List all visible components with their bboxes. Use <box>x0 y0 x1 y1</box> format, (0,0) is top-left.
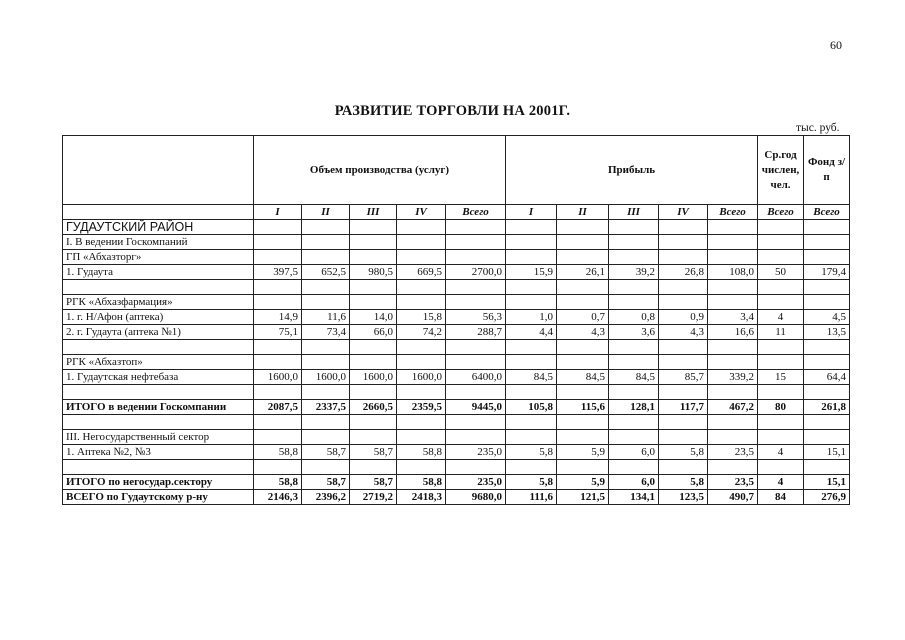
value-cell <box>397 415 446 430</box>
value-cell <box>397 430 446 445</box>
value-cell: 0,8 <box>609 310 659 325</box>
value-cell: 9445,0 <box>446 400 506 415</box>
value-cell: 105,8 <box>506 400 557 415</box>
value-cell <box>557 415 609 430</box>
value-cell <box>302 355 350 370</box>
value-cell <box>397 295 446 310</box>
header-row-groups <box>63 136 850 205</box>
value-cell <box>350 280 397 295</box>
value-cell: 84 <box>758 490 804 505</box>
total-row <box>63 475 850 490</box>
value-cell <box>506 415 557 430</box>
value-cell: 15,8 <box>397 310 446 325</box>
value-cell: 23,5 <box>708 475 758 490</box>
total-row <box>63 490 850 505</box>
header-volume: Объем производства (услуг) <box>254 136 506 205</box>
value-cell: 0,9 <box>659 310 708 325</box>
value-cell: 5,8 <box>506 475 557 490</box>
value-cell <box>350 295 397 310</box>
volume-q2-header: II <box>302 205 350 220</box>
row-label <box>63 415 254 430</box>
value-cell <box>758 460 804 475</box>
table-row <box>63 220 850 235</box>
value-cell: 397,5 <box>254 265 302 280</box>
value-cell <box>350 250 397 265</box>
value-cell <box>302 235 350 250</box>
row-label: 1. Гудаута <box>63 265 254 280</box>
value-cell: 490,7 <box>708 490 758 505</box>
row-label: РГК «Абхазфармация» <box>63 295 254 310</box>
value-cell <box>302 220 350 235</box>
value-cell: 3,6 <box>609 325 659 340</box>
value-cell: 111,6 <box>506 490 557 505</box>
value-cell <box>659 340 708 355</box>
value-cell: 2396,2 <box>302 490 350 505</box>
value-cell: 26,1 <box>557 265 609 280</box>
value-cell: 58,8 <box>397 475 446 490</box>
value-cell <box>397 280 446 295</box>
value-cell <box>609 385 659 400</box>
document-title: РАЗВИТИЕ ТОРГОВЛИ НА 2001Г. <box>334 103 571 119</box>
value-cell <box>659 280 708 295</box>
value-cell <box>659 295 708 310</box>
row-label: 1. г. Н/Афон (аптека) <box>63 310 254 325</box>
value-cell: 121,5 <box>557 490 609 505</box>
value-cell: 0,7 <box>557 310 609 325</box>
value-cell: 2337,5 <box>302 400 350 415</box>
value-cell: 4,4 <box>506 325 557 340</box>
value-cell: 4,5 <box>804 310 850 325</box>
value-cell <box>609 280 659 295</box>
value-cell: 58,7 <box>350 445 397 460</box>
value-cell: 74,2 <box>397 325 446 340</box>
value-cell: 467,2 <box>708 400 758 415</box>
table-row <box>63 310 850 325</box>
table-row <box>63 235 850 250</box>
value-cell <box>302 385 350 400</box>
value-cell <box>397 220 446 235</box>
table-row <box>63 355 850 370</box>
value-cell <box>708 415 758 430</box>
value-cell <box>446 295 506 310</box>
value-cell <box>350 460 397 475</box>
row-label <box>63 280 254 295</box>
value-cell: 9680,0 <box>446 490 506 505</box>
value-cell: 58,7 <box>350 475 397 490</box>
value-cell <box>708 295 758 310</box>
value-cell <box>708 340 758 355</box>
value-cell: 4,3 <box>659 325 708 340</box>
value-cell <box>708 235 758 250</box>
value-cell: 11,6 <box>302 310 350 325</box>
value-cell: 15,1 <box>804 445 850 460</box>
value-cell <box>446 430 506 445</box>
value-cell <box>609 460 659 475</box>
table-row <box>63 250 850 265</box>
value-cell: 58,8 <box>254 445 302 460</box>
value-cell: 5,9 <box>557 475 609 490</box>
value-cell: 15,1 <box>804 475 850 490</box>
value-cell <box>557 235 609 250</box>
value-cell: 3,4 <box>708 310 758 325</box>
row-label: 1. Аптека №2, №3 <box>63 445 254 460</box>
table-row <box>63 340 850 355</box>
value-cell: 13,5 <box>804 325 850 340</box>
value-cell <box>557 280 609 295</box>
table-row <box>63 370 850 385</box>
value-cell <box>446 250 506 265</box>
value-cell <box>708 430 758 445</box>
header-profit: Прибыль <box>506 136 758 205</box>
value-cell: 2700,0 <box>446 265 506 280</box>
total-row <box>63 400 850 415</box>
value-cell <box>659 235 708 250</box>
value-cell <box>557 220 609 235</box>
value-cell: 108,0 <box>708 265 758 280</box>
value-cell <box>609 250 659 265</box>
value-cell <box>659 220 708 235</box>
trade-development-table <box>62 135 850 505</box>
table-row <box>63 460 850 475</box>
value-cell: 2087,5 <box>254 400 302 415</box>
value-cell <box>397 460 446 475</box>
wage-total-header: Всего <box>804 205 850 220</box>
row-label: ИТОГО в ведении Госкомпании <box>63 400 254 415</box>
value-cell <box>804 340 850 355</box>
value-cell: 980,5 <box>350 265 397 280</box>
value-cell: 5,9 <box>557 445 609 460</box>
value-cell: 288,7 <box>446 325 506 340</box>
value-cell: 1600,0 <box>302 370 350 385</box>
value-cell <box>254 460 302 475</box>
row-label: РГК «Абхазтоп» <box>63 355 254 370</box>
value-cell <box>254 220 302 235</box>
employees-total-header: Всего <box>758 205 804 220</box>
value-cell: 117,7 <box>659 400 708 415</box>
row-label: 1. Гудаутская нефтебаза <box>63 370 254 385</box>
value-cell <box>302 460 350 475</box>
value-cell <box>804 250 850 265</box>
row-label: ВСЕГО по Гудаутскому р-ну <box>63 490 254 505</box>
value-cell: 6,0 <box>609 475 659 490</box>
value-cell <box>446 340 506 355</box>
table-row <box>63 415 850 430</box>
row-label: III. Негосударственный сектор <box>63 430 254 445</box>
value-cell <box>708 250 758 265</box>
value-cell <box>758 430 804 445</box>
value-cell <box>350 235 397 250</box>
value-cell <box>758 220 804 235</box>
value-cell <box>302 250 350 265</box>
value-cell <box>557 250 609 265</box>
row-label <box>63 340 254 355</box>
value-cell: 1600,0 <box>350 370 397 385</box>
table-row <box>63 325 850 340</box>
value-cell: 2719,2 <box>350 490 397 505</box>
value-cell <box>397 355 446 370</box>
value-cell <box>302 295 350 310</box>
value-cell: 58,8 <box>254 475 302 490</box>
row-label: ГУДАУТСКИЙ РАЙОН <box>63 220 254 235</box>
value-cell <box>397 250 446 265</box>
value-cell <box>557 430 609 445</box>
table-row <box>63 445 850 460</box>
value-cell <box>708 355 758 370</box>
value-cell <box>804 385 850 400</box>
value-cell <box>758 250 804 265</box>
value-cell <box>506 355 557 370</box>
value-cell <box>758 355 804 370</box>
value-cell <box>350 385 397 400</box>
value-cell: 58,8 <box>397 445 446 460</box>
value-cell <box>350 355 397 370</box>
value-cell: 64,4 <box>804 370 850 385</box>
value-cell <box>758 385 804 400</box>
value-cell <box>804 415 850 430</box>
value-cell: 261,8 <box>804 400 850 415</box>
value-cell <box>506 280 557 295</box>
row-label <box>63 460 254 475</box>
value-cell <box>609 295 659 310</box>
row-label: ГП «Абхазторг» <box>63 250 254 265</box>
value-cell: 4,3 <box>557 325 609 340</box>
value-cell <box>804 235 850 250</box>
value-cell <box>446 235 506 250</box>
value-cell: 134,1 <box>609 490 659 505</box>
value-cell: 5,8 <box>659 475 708 490</box>
value-cell: 6400,0 <box>446 370 506 385</box>
value-cell <box>506 340 557 355</box>
value-cell: 6,0 <box>609 445 659 460</box>
value-cell: 123,5 <box>659 490 708 505</box>
value-cell: 14,9 <box>254 310 302 325</box>
volume-q4-header: IV <box>397 205 446 220</box>
value-cell <box>659 250 708 265</box>
value-cell: 50 <box>758 265 804 280</box>
value-cell: 73,4 <box>302 325 350 340</box>
value-cell <box>804 295 850 310</box>
value-cell: 84,5 <box>506 370 557 385</box>
value-cell: 5,8 <box>659 445 708 460</box>
value-cell: 15,9 <box>506 265 557 280</box>
value-cell <box>254 430 302 445</box>
value-cell <box>557 340 609 355</box>
table-row <box>63 280 850 295</box>
value-cell: 128,1 <box>609 400 659 415</box>
value-cell: 4 <box>758 475 804 490</box>
value-cell: 235,0 <box>446 475 506 490</box>
value-cell: 669,5 <box>397 265 446 280</box>
row-label: ИТОГО по негосудар.сектору <box>63 475 254 490</box>
value-cell <box>506 250 557 265</box>
value-cell <box>659 430 708 445</box>
value-cell <box>350 415 397 430</box>
value-cell: 75,1 <box>254 325 302 340</box>
value-cell <box>397 235 446 250</box>
volume-total-header: Всего <box>446 205 506 220</box>
value-cell: 66,0 <box>350 325 397 340</box>
value-cell <box>609 355 659 370</box>
value-cell <box>446 415 506 430</box>
value-cell: 2660,5 <box>350 400 397 415</box>
value-cell <box>506 460 557 475</box>
value-cell: 85,7 <box>659 370 708 385</box>
value-cell <box>302 340 350 355</box>
value-cell <box>302 415 350 430</box>
value-cell <box>804 280 850 295</box>
value-cell <box>708 220 758 235</box>
value-cell <box>302 430 350 445</box>
value-cell <box>446 280 506 295</box>
value-cell <box>557 295 609 310</box>
value-cell <box>659 385 708 400</box>
row-label: I. В ведении Госкомпаний <box>63 235 254 250</box>
value-cell <box>397 385 446 400</box>
header-label-cell <box>63 136 254 205</box>
value-cell <box>758 415 804 430</box>
value-cell <box>446 385 506 400</box>
value-cell <box>446 460 506 475</box>
header-wage-fund: Фонд з/п <box>804 136 850 205</box>
table-row <box>63 295 850 310</box>
value-cell <box>254 340 302 355</box>
row-label: 2. г. Гудаута (аптека №1) <box>63 325 254 340</box>
header-avg-employees: Ср.год числен, чел. <box>758 136 804 205</box>
value-cell: 58,7 <box>302 445 350 460</box>
volume-q3-header: III <box>350 205 397 220</box>
value-cell: 2359,5 <box>397 400 446 415</box>
value-cell <box>506 430 557 445</box>
value-cell <box>254 235 302 250</box>
value-cell <box>659 355 708 370</box>
value-cell <box>397 340 446 355</box>
header-row-quarters <box>63 205 850 220</box>
value-cell: 15 <box>758 370 804 385</box>
table-row <box>63 430 850 445</box>
value-cell: 80 <box>758 400 804 415</box>
value-cell <box>350 340 397 355</box>
profit-q4-header: IV <box>659 205 708 220</box>
page-number: 60 <box>830 38 842 52</box>
value-cell <box>254 280 302 295</box>
profit-q2-header: II <box>557 205 609 220</box>
units-label: тыс. руб. <box>796 122 840 134</box>
value-cell: 1,0 <box>506 310 557 325</box>
value-cell: 11 <box>758 325 804 340</box>
value-cell <box>609 235 659 250</box>
value-cell <box>804 460 850 475</box>
profit-q3-header: III <box>609 205 659 220</box>
value-cell <box>350 220 397 235</box>
value-cell <box>506 235 557 250</box>
profit-total-header: Всего <box>708 205 758 220</box>
value-cell <box>254 415 302 430</box>
value-cell: 16,6 <box>708 325 758 340</box>
value-cell <box>506 220 557 235</box>
value-cell: 115,6 <box>557 400 609 415</box>
value-cell: 23,5 <box>708 445 758 460</box>
value-cell: 4 <box>758 310 804 325</box>
value-cell <box>758 280 804 295</box>
value-cell <box>804 220 850 235</box>
value-cell <box>609 415 659 430</box>
value-cell: 4 <box>758 445 804 460</box>
value-cell <box>254 355 302 370</box>
value-cell <box>446 355 506 370</box>
value-cell <box>254 250 302 265</box>
value-cell: 26,8 <box>659 265 708 280</box>
value-cell <box>804 430 850 445</box>
value-cell: 235,0 <box>446 445 506 460</box>
value-cell <box>506 295 557 310</box>
value-cell <box>557 460 609 475</box>
value-cell: 84,5 <box>557 370 609 385</box>
value-cell <box>557 355 609 370</box>
value-cell: 56,3 <box>446 310 506 325</box>
value-cell: 276,9 <box>804 490 850 505</box>
table-row <box>63 265 850 280</box>
value-cell <box>609 340 659 355</box>
value-cell: 179,4 <box>804 265 850 280</box>
row-label <box>63 385 254 400</box>
value-cell: 339,2 <box>708 370 758 385</box>
value-cell <box>659 460 708 475</box>
value-cell <box>659 415 708 430</box>
value-cell <box>708 385 758 400</box>
value-cell <box>446 220 506 235</box>
value-cell <box>254 295 302 310</box>
value-cell <box>609 220 659 235</box>
value-cell: 14,0 <box>350 310 397 325</box>
value-cell <box>506 385 557 400</box>
value-cell: 1600,0 <box>397 370 446 385</box>
value-cell <box>758 340 804 355</box>
value-cell: 5,8 <box>506 445 557 460</box>
value-cell <box>708 280 758 295</box>
header-label-cell <box>63 205 254 220</box>
value-cell: 84,5 <box>609 370 659 385</box>
value-cell <box>758 235 804 250</box>
value-cell: 652,5 <box>302 265 350 280</box>
value-cell: 1600,0 <box>254 370 302 385</box>
profit-q1-header: I <box>506 205 557 220</box>
value-cell: 39,2 <box>609 265 659 280</box>
value-cell: 58,7 <box>302 475 350 490</box>
value-cell <box>609 430 659 445</box>
value-cell <box>708 460 758 475</box>
volume-q1-header: I <box>254 205 302 220</box>
value-cell <box>302 280 350 295</box>
value-cell <box>350 430 397 445</box>
value-cell: 2146,3 <box>254 490 302 505</box>
value-cell <box>758 295 804 310</box>
value-cell <box>254 385 302 400</box>
table-row <box>63 385 850 400</box>
value-cell <box>557 385 609 400</box>
value-cell: 2418,3 <box>397 490 446 505</box>
value-cell <box>804 355 850 370</box>
